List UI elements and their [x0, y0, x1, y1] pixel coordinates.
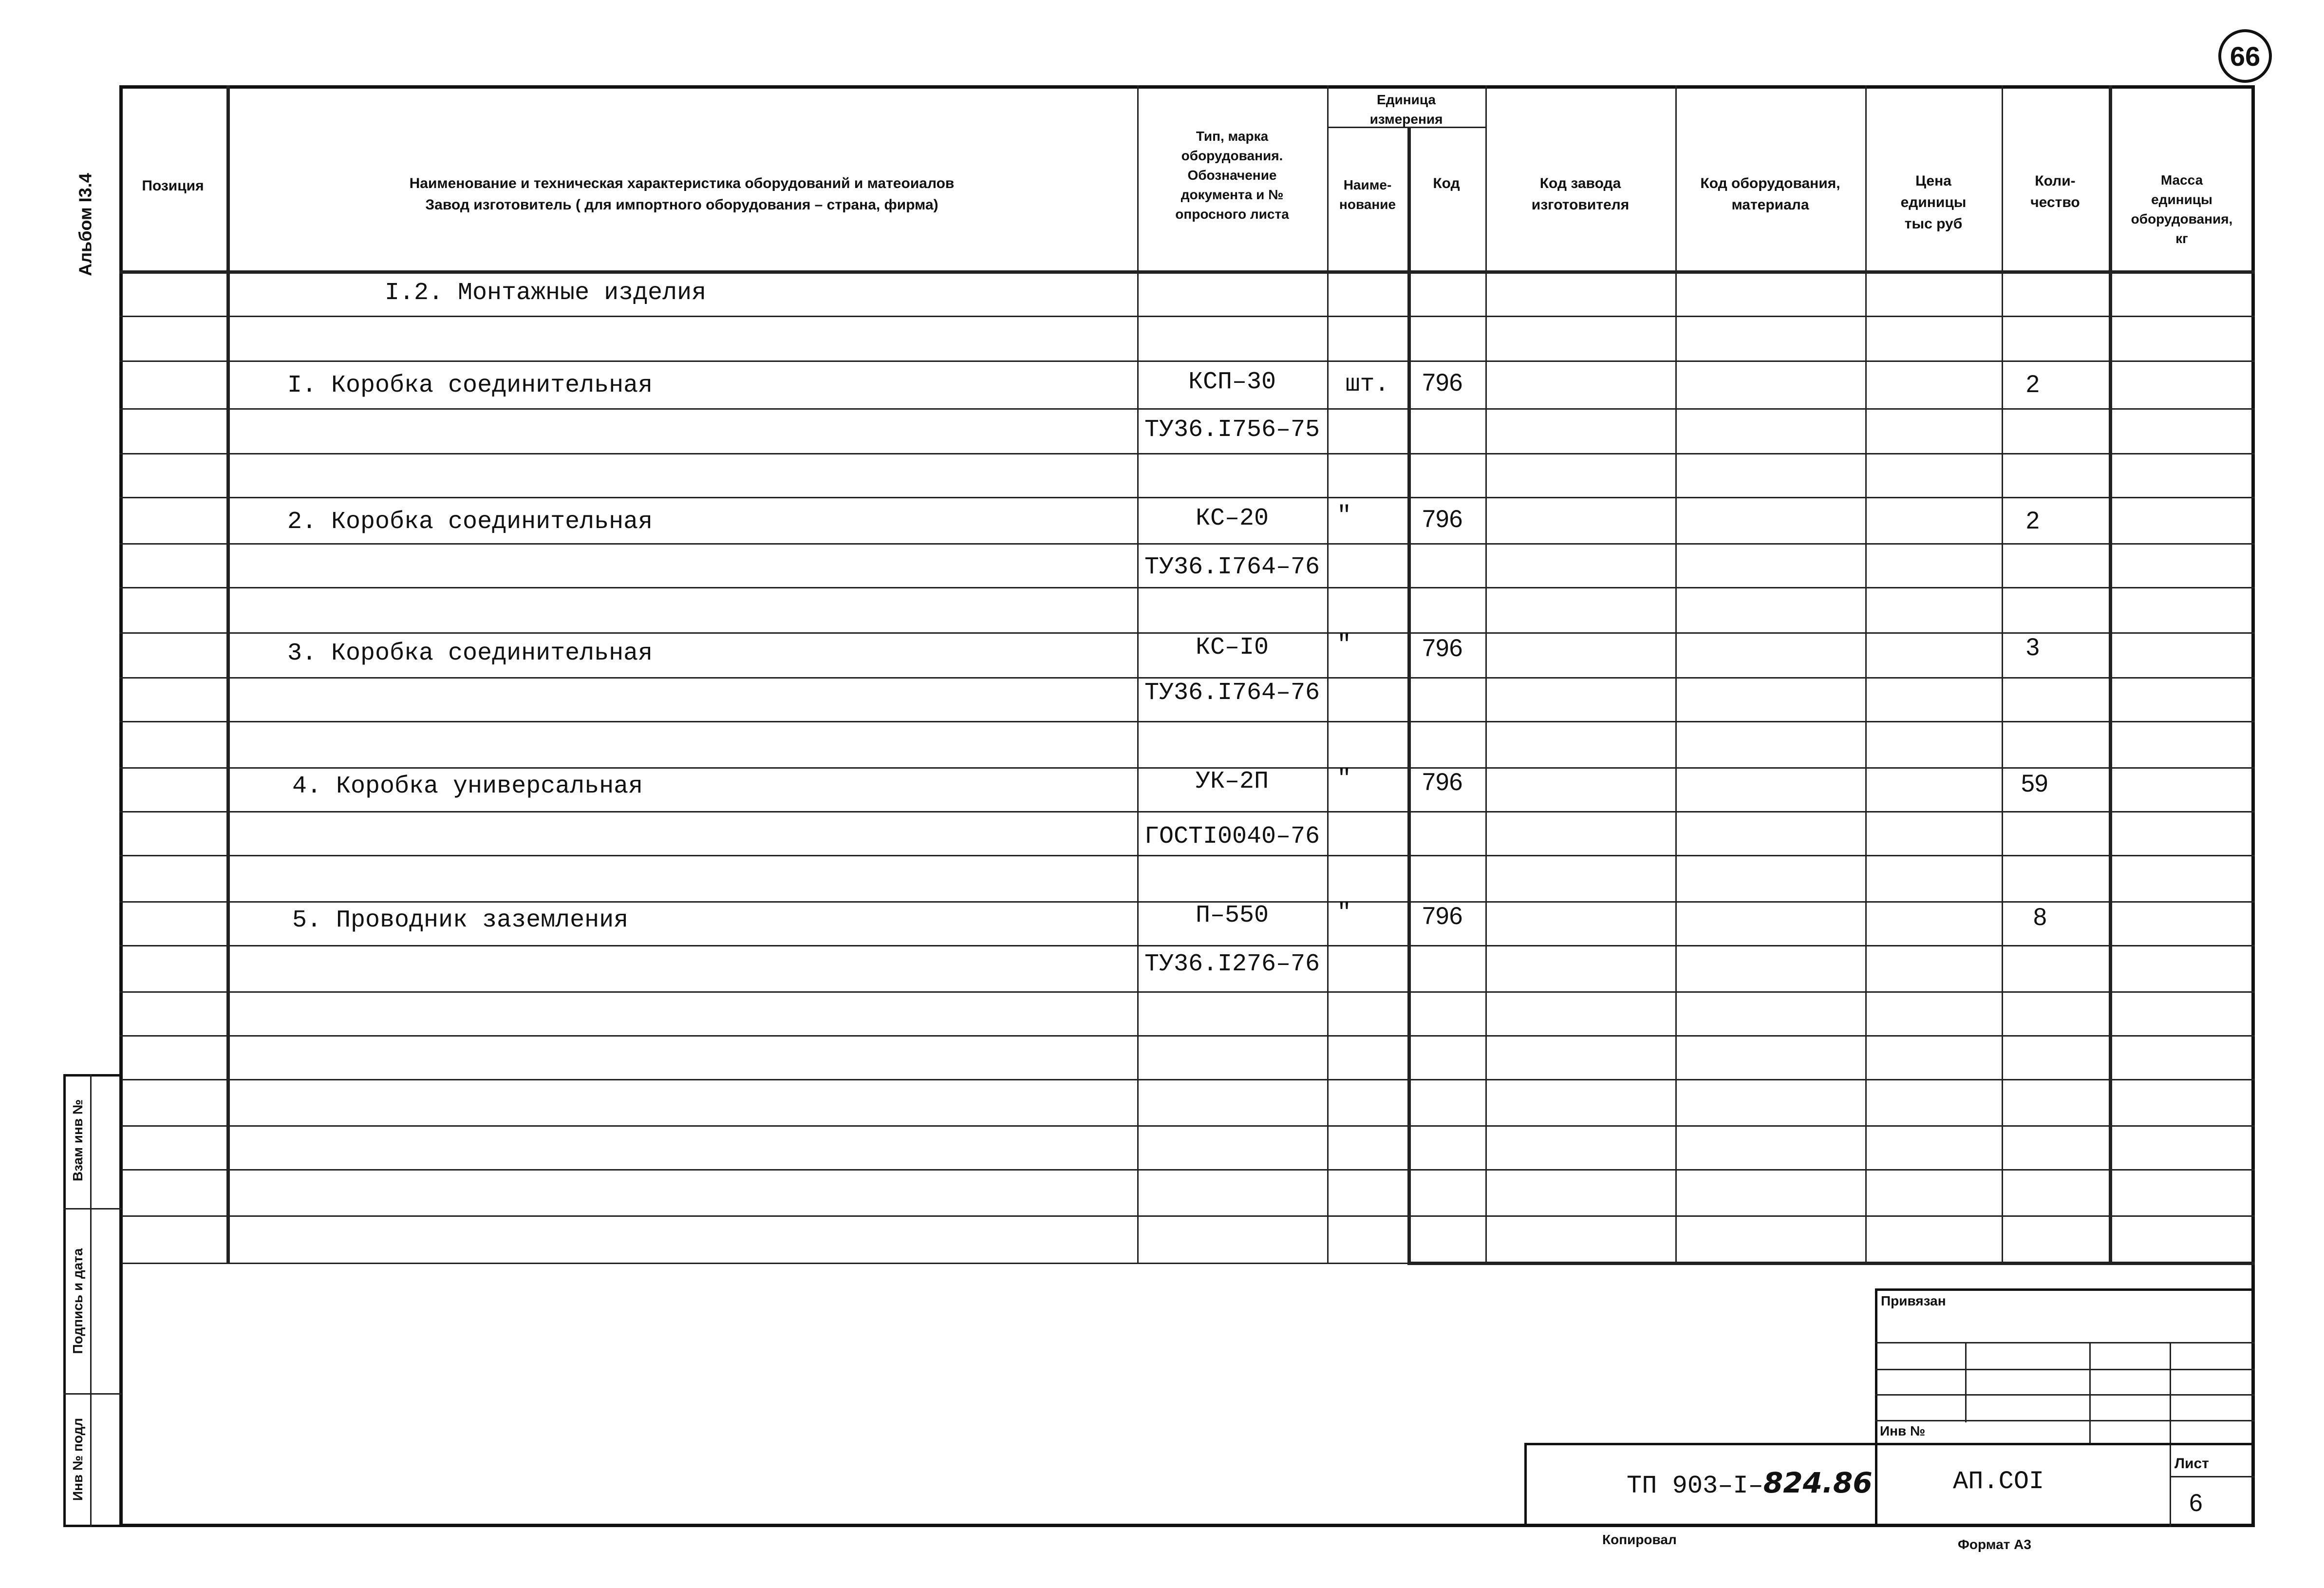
- col-line-9: [2109, 85, 2112, 1264]
- row-line: [119, 1215, 2255, 1217]
- row-line: [119, 408, 2255, 410]
- col-line-7: [1865, 85, 1867, 1264]
- item-doc: ГОСТI0040–76: [1144, 823, 1320, 851]
- item-name: I. Коробка соединительная: [287, 372, 653, 399]
- item-qty: 8: [2033, 903, 2047, 930]
- side-sign-date: Подпись и дата: [70, 1248, 85, 1354]
- header-mass-line: единицы: [2151, 192, 2212, 207]
- item-unit: ": [1337, 899, 1352, 927]
- table-bottom-line: [1407, 1262, 2255, 1265]
- tb-line: [1875, 1342, 2255, 1343]
- header-equipment-code: [1678, 173, 1863, 216]
- item-type: КСП–30: [1188, 368, 1276, 396]
- header-type: [1140, 127, 1325, 224]
- col-line-8: [2002, 85, 2003, 1264]
- header-divider: [119, 270, 2255, 274]
- row-line: [119, 1079, 2255, 1080]
- item-name: 5. Проводник заземления: [292, 907, 629, 934]
- album-label: Альбом I3.4: [75, 173, 95, 276]
- header-factory-code: [1488, 173, 1673, 216]
- item-code: 796: [1422, 768, 1463, 795]
- row-line: [119, 855, 2255, 856]
- item-unit: ": [1337, 631, 1352, 659]
- header-price-line: единицы: [1900, 194, 1967, 210]
- header-unit-name-line: нование: [1339, 197, 1396, 212]
- header-position: Позиция: [142, 178, 204, 194]
- item-code: 796: [1422, 369, 1463, 396]
- header-name-line1: Наименование и техническая характеристика оборудований и матеоиалов: [409, 175, 955, 191]
- header-mass-line: Масса: [2160, 172, 2203, 188]
- header-type-line: документа и №: [1181, 187, 1284, 202]
- item-unit: ": [1337, 765, 1352, 793]
- item-unit: ": [1337, 502, 1352, 530]
- item-qty: 2: [2026, 507, 2040, 534]
- item-type: УК–2П: [1195, 768, 1269, 795]
- item-code: 796: [1422, 634, 1463, 662]
- header-quantity: [2004, 170, 2106, 213]
- item-doc: ТУ36.I756–75: [1144, 416, 1320, 444]
- doc-code: [1627, 1466, 1873, 1501]
- sheet-value: 6: [2189, 1489, 2203, 1516]
- side-stamp-line: [63, 1208, 122, 1210]
- row-line: [119, 1035, 2255, 1037]
- row-line: [119, 721, 2255, 722]
- inv-no-label: Инв №: [1880, 1423, 1926, 1438]
- tb-line: [1875, 1394, 2255, 1396]
- header-unit-name-line: Наиме-: [1343, 177, 1392, 192]
- item-qty: 3: [2026, 633, 2040, 661]
- item-code: 796: [1422, 902, 1463, 929]
- item-name: 3. Коробка соединительная: [287, 640, 653, 667]
- tb-vline: [1965, 1342, 1967, 1422]
- header-type-line: опросного листа: [1175, 207, 1289, 222]
- sheet-code: АП.СОI: [1953, 1467, 2044, 1496]
- row-line: [119, 316, 2255, 317]
- side-inv-podl: Инв № подл: [70, 1418, 85, 1501]
- doc-code-hand: 824.86: [1763, 1466, 1873, 1499]
- item-doc: ТУ36.I764–76: [1144, 679, 1320, 707]
- header-equipment-code-line: материала: [1731, 197, 1809, 213]
- col-line-2: [1137, 85, 1139, 1264]
- col-line-4: [1407, 127, 1411, 1264]
- header-quantity-line: чество: [2030, 194, 2080, 210]
- header-unit-code: Код: [1433, 175, 1460, 191]
- sheet-label: Лист: [2174, 1456, 2209, 1472]
- item-qty: 59: [2021, 770, 2048, 797]
- row-line: [119, 991, 2255, 993]
- header-factory-code-line: Код завода: [1539, 175, 1621, 191]
- item-code: 796: [1422, 505, 1463, 532]
- tb-sheet-divider: [2170, 1476, 2255, 1477]
- footer-format: Формат А3: [1958, 1537, 2031, 1552]
- header-unit-group: [1330, 90, 1483, 129]
- tb-line: [1875, 1420, 2255, 1421]
- privyazan-label: Привязан: [1881, 1293, 1946, 1308]
- side-inv-vzam: Взам инв №: [70, 1099, 85, 1182]
- table-bottom-line-left: [119, 1263, 1407, 1264]
- item-unit: шт.: [1345, 371, 1389, 398]
- item-type: КС–I0: [1195, 634, 1269, 662]
- header-type-line: Тип, марка: [1196, 129, 1269, 144]
- row-line: [119, 1169, 2255, 1171]
- row-line: [119, 587, 2255, 588]
- item-doc: ТУ36.I276–76: [1144, 950, 1320, 978]
- header-mass: [2114, 170, 2250, 248]
- header-quantity-line: Коли-: [2035, 173, 2076, 189]
- item-doc: ТУ36.I764–76: [1144, 553, 1320, 581]
- row-line: [119, 453, 2255, 454]
- item-type: КС–20: [1195, 505, 1269, 532]
- sheet-number-circle: 66: [2218, 29, 2272, 83]
- row-line: [119, 497, 2255, 498]
- col-line-5: [1485, 85, 1487, 1264]
- row-line: [119, 543, 2255, 545]
- header-name-line2: Завод изготовитель ( для импортного оборудования – страна, фирма): [425, 197, 938, 213]
- doc-code-prefix: ТП 903–I–: [1627, 1472, 1763, 1500]
- header-mass-line: оборудования,: [2131, 211, 2233, 227]
- header-mass-line: кг: [2175, 231, 2188, 246]
- col-line-3: [1327, 85, 1329, 1264]
- header-unit-group-line: Единица: [1377, 92, 1436, 107]
- item-type: П–550: [1195, 902, 1269, 929]
- row-line: [119, 360, 2255, 362]
- header-factory-code-line: изготовителя: [1531, 197, 1630, 213]
- header-equipment-code-line: Код оборудования,: [1700, 175, 1840, 191]
- header-unit-name: [1329, 175, 1406, 214]
- header-price-line: тыс руб: [1904, 216, 1963, 232]
- header-price-line: Цена: [1915, 173, 1951, 189]
- item-qty: 2: [2026, 370, 2040, 397]
- footer-copied: Копировал: [1602, 1532, 1677, 1547]
- header-price: [1868, 170, 1999, 235]
- header-type-line: оборудования.: [1181, 148, 1283, 163]
- side-stamp-divider: [90, 1074, 92, 1527]
- section-title: I.2. Монтажные изделия: [385, 279, 707, 307]
- row-line: [119, 1125, 2255, 1127]
- item-name: 2. Коробка соединительная: [287, 508, 653, 536]
- header-unit-group-line: измерения: [1369, 112, 1443, 127]
- col-line-6: [1675, 85, 1677, 1264]
- row-line: [119, 945, 2255, 946]
- header-name: [229, 173, 1135, 216]
- side-stamp-line: [63, 1393, 122, 1395]
- tb-vline: [2089, 1342, 2091, 1444]
- item-name: 4. Коробка универсальная: [292, 773, 643, 800]
- header-type-line: Обозначение: [1187, 168, 1277, 183]
- row-line: [119, 811, 2255, 813]
- tb-line: [1875, 1369, 2255, 1370]
- col-line-1: [226, 85, 230, 1264]
